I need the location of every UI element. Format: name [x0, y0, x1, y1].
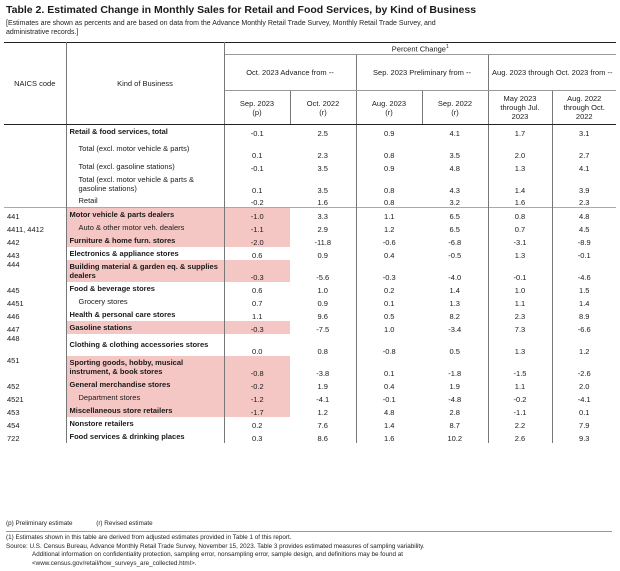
value-cell-col-1: -0.3: [224, 321, 290, 334]
table-footer: [6, 520, 612, 568]
value-cell-col-2: 0.9: [290, 295, 356, 308]
value-cell-col-3: -0.6: [382, 237, 396, 247]
value-cell-col-1: -0.8: [224, 356, 290, 378]
table-row: [4, 404, 616, 417]
value-cell-col-1: -0.2: [224, 378, 290, 391]
value-cell-col-4: -4.0: [422, 260, 488, 282]
table-row: [4, 391, 616, 404]
value-cell-col-3: -0.1: [382, 394, 396, 404]
naics-code-cell: [4, 160, 66, 173]
value-cell-col-4: -0.5: [422, 247, 488, 260]
table-row: [4, 321, 616, 334]
value-cell-col-3: 0.4: [384, 381, 395, 391]
value-cell-col-4: -6.8: [422, 234, 488, 247]
group-header-preliminary: Sep. 2023 Preliminary from --: [356, 55, 488, 91]
naics-code-cell: 454: [4, 417, 66, 430]
value-cell-col-3: 0.5: [384, 311, 395, 321]
value-cell-col-1: 0.1: [252, 150, 263, 160]
value-cell-col-5: 1.0: [488, 282, 552, 295]
value-cell-col-5: -0.2: [488, 391, 552, 404]
value-cell-col-4: 6.5: [422, 208, 488, 221]
table-row: [4, 260, 616, 282]
value-cell-col-2: 7.6: [290, 417, 356, 430]
value-cell-col-6: 3.9: [579, 185, 590, 195]
value-cell-col-2: -4.1: [290, 391, 356, 404]
value-cell-col-1: -1.1: [224, 221, 290, 234]
value-cell-col-3: 0.9: [356, 125, 422, 138]
value-cell-col-6: -6.6: [577, 324, 591, 334]
table-row: [4, 221, 616, 234]
value-cell-col-3: 0.8: [384, 185, 395, 195]
value-cell-col-4: -3.4: [422, 321, 488, 334]
value-cell-col-3: 0.1: [384, 298, 395, 308]
kind-of-business-cell: Nonstore retailers: [66, 417, 224, 430]
value-cell-col-5: 2.3: [488, 308, 552, 321]
naics-code-cell: 445: [4, 282, 66, 295]
col-header-6: [552, 91, 616, 125]
value-cell-col-5: -0.1: [488, 260, 552, 282]
value-cell-col-5: 1.4: [488, 173, 552, 195]
legend-revised: (r) Revised estimate: [96, 520, 153, 527]
naics-code-cell: 443: [4, 247, 66, 260]
table-subtitle: [Estimates are shown as percents and are based on data from the Advance Monthly Retail Trade Survey, Monthly Retail Trade Survey, and administrative records.]: [6, 20, 436, 36]
value-cell-col-2: 1.6: [290, 195, 356, 208]
value-cell-col-4: -4.8: [422, 391, 488, 404]
footer-legend: [6, 520, 612, 528]
group-header-three-month: Aug. 2023 through Oct. 2023 from --: [488, 55, 616, 91]
retail-sales-table: [4, 42, 616, 443]
value-cell-col-5: 7.3: [488, 321, 552, 334]
naics-code-cell: 446: [4, 308, 66, 321]
value-cell-col-4: 0.5: [422, 334, 488, 356]
value-cell-col-2: 3.5: [290, 173, 356, 195]
table-row: [4, 173, 616, 195]
value-cell-col-4: 4.8: [422, 160, 488, 173]
value-cell-col-5: 1.1: [488, 295, 552, 308]
value-cell-col-3: 1.6: [384, 433, 395, 443]
value-cell-col-2: -7.5: [290, 321, 356, 334]
value-cell-col-1: -0.1: [224, 125, 290, 138]
table-row: [4, 234, 616, 247]
naics-code-cell: 4451: [4, 295, 66, 308]
percent-change-label: Percent Change: [391, 44, 446, 54]
naics-code-cell: 447: [4, 321, 66, 334]
kind-of-business-cell: Motor vehicle & parts dealers: [66, 208, 224, 221]
table-row: [4, 138, 616, 160]
naics-code-cell: 448: [4, 334, 66, 356]
value-cell-col-3: 0.9: [384, 163, 395, 173]
value-cell-col-4: 2.8: [422, 404, 488, 417]
value-cell-col-6: 2.0: [579, 381, 590, 391]
value-cell-col-2: 9.6: [290, 308, 356, 321]
value-cell-col-5: 2.6: [488, 430, 552, 443]
value-cell-col-4: -1.8: [422, 356, 488, 378]
naics-code-cell: 4411, 4412: [4, 221, 66, 234]
table-row: [4, 430, 616, 443]
naics-code-cell: 453: [4, 404, 66, 417]
col-header-5-l1: May 2023 through Jul. 2023: [500, 94, 540, 121]
kind-header: Kind of Business: [66, 43, 224, 125]
value-cell-col-1: 0.6: [252, 285, 263, 295]
legend-preliminary: (p) Preliminary estimate: [6, 520, 73, 527]
col-header-4: [422, 91, 488, 125]
value-cell-col-3: 0.8: [384, 150, 395, 160]
value-cell-col-2: 1.9: [290, 378, 356, 391]
naics-header: NAICS code: [4, 43, 66, 125]
table-row: [4, 195, 616, 208]
kind-of-business-cell: Retail & food services, total: [66, 125, 224, 138]
value-cell-col-4: 1.9: [422, 378, 488, 391]
value-cell-col-2: -5.6: [290, 260, 356, 282]
value-cell-col-5: -1.5: [488, 356, 552, 378]
footer-note: (1) Estimates shown in this table are derived from adjusted estimates provided in Table 1 of this report.: [6, 531, 612, 542]
value-cell-col-2: -3.8: [290, 356, 356, 378]
value-cell-col-2: 0.8: [290, 334, 356, 356]
value-cell-col-4: 1.4: [422, 282, 488, 295]
col-header-1-l1: Sep. 2023: [239, 98, 275, 108]
table-row: [4, 356, 616, 378]
kind-of-business-cell: Total (excl. gasoline stations): [66, 160, 224, 173]
kind-of-business-cell: Building material & garden eq. & supplies dealers: [66, 260, 224, 282]
col-header-1: [224, 91, 290, 125]
kind-of-business-cell: Electronics & appliance stores: [66, 247, 224, 260]
col-header-2-l1: Oct. 2022: [306, 98, 340, 108]
value-cell-col-4: 8.7: [422, 417, 488, 430]
value-cell-col-1: -1.0: [224, 208, 290, 221]
value-cell-col-1: 0.1: [252, 185, 263, 195]
value-cell-col-6: 1.4: [579, 298, 590, 308]
kind-of-business-cell: Sporting goods, hobby, musical instrument, & book stores: [66, 356, 224, 378]
value-cell-col-5: -1.1: [488, 404, 552, 417]
value-cell-col-3: -0.3: [382, 272, 396, 282]
table-row: [4, 160, 616, 173]
table-row: [4, 282, 616, 295]
kind-of-business-cell: Food services & drinking places: [66, 430, 224, 443]
table-row: [4, 247, 616, 260]
value-cell-col-4: 3.2: [422, 195, 488, 208]
kind-of-business-cell: Gasoline stations: [66, 321, 224, 334]
value-cell-col-3: 0.8: [384, 198, 395, 207]
naics-code-cell: 451: [4, 356, 66, 378]
value-cell-col-2: 1.0: [290, 282, 356, 295]
value-cell-col-2: 8.6: [290, 430, 356, 443]
value-cell-col-3: 0.1: [384, 368, 395, 378]
value-cell-col-6: -2.6: [577, 368, 591, 378]
value-cell-col-6: 9.3: [579, 433, 590, 443]
col-header-4-l1: Sep. 2022: [437, 98, 473, 108]
footer-source: Source: U.S. Census Bureau, Advance Monthly Retail Trade Survey, November 15, 2023. Table 3 provides estimated measures of sampling variability.: [6, 542, 425, 550]
value-cell-col-6: -8.9: [577, 237, 591, 247]
value-cell-col-1: -0.3: [224, 260, 290, 282]
naics-code-cell: [4, 125, 66, 138]
value-cell-col-1: 0.2: [252, 420, 263, 430]
value-cell-col-2: 2.3: [290, 138, 356, 160]
value-cell-col-6: 0.1: [579, 407, 590, 417]
value-cell-col-6: -0.1: [577, 250, 591, 260]
table-row: [4, 378, 616, 391]
value-cell-col-1: -1.2: [224, 391, 290, 404]
value-cell-col-3: 1.0: [384, 324, 395, 334]
value-cell-col-3: -0.8: [382, 346, 396, 356]
col-header-2: [290, 91, 356, 125]
kind-of-business-cell: Health & personal care stores: [66, 308, 224, 321]
value-cell-col-1: 0.6: [252, 250, 263, 260]
value-cell-col-5: 1.6: [488, 195, 552, 208]
table-row: [4, 417, 616, 430]
value-cell-col-5: 2.2: [488, 417, 552, 430]
value-cell-col-5: 2.0: [488, 138, 552, 160]
value-cell-col-2: -11.8: [290, 234, 356, 247]
value-cell-col-1: 0.0: [252, 346, 263, 356]
value-cell-col-2: 2.5: [290, 125, 356, 138]
naics-code-cell: [4, 173, 66, 195]
col-header-3-l1: Aug. 2023: [371, 98, 407, 108]
value-cell-col-1: -2.0: [224, 234, 290, 247]
value-cell-col-1: -0.1: [250, 163, 264, 173]
value-cell-col-4: 8.2: [422, 308, 488, 321]
percent-change-footnote: 1: [445, 44, 449, 51]
kind-of-business-cell: General merchandise stores: [66, 378, 224, 391]
naics-code-cell: [4, 138, 66, 160]
table-row: [4, 308, 616, 321]
value-cell-col-6: 2.7: [579, 150, 590, 160]
naics-code-cell: 444: [4, 260, 66, 282]
col-header-3: [356, 91, 422, 125]
value-cell-col-6: 3.1: [552, 125, 616, 138]
value-cell-col-4: 4.1: [422, 125, 488, 138]
value-cell-col-5: 1.3: [488, 334, 552, 356]
value-cell-col-3: 4.8: [384, 407, 395, 417]
value-cell-col-6: 4.1: [579, 163, 590, 173]
value-cell-col-1: -0.2: [250, 198, 264, 207]
value-cell-col-4: 4.3: [422, 173, 488, 195]
kind-of-business-cell: Department stores: [66, 391, 224, 404]
footer-source-link[interactable]: <www.census.gov/retail/how_surveys_are_collected.html>.: [32, 559, 197, 567]
value-cell-col-6: 1.5: [579, 285, 590, 295]
kind-of-business-cell: Food & beverage stores: [66, 282, 224, 295]
kind-of-business-cell: Auto & other motor veh. dealers: [66, 221, 224, 234]
col-header-4-l2: (r): [451, 107, 459, 117]
naics-code-cell: 441: [4, 208, 66, 221]
value-cell-col-5: -3.1: [488, 234, 552, 247]
value-cell-col-2: 3.5: [290, 160, 356, 173]
col-header-5: [488, 91, 552, 125]
value-cell-col-6: 8.9: [579, 311, 590, 321]
col-header-1-l2: (p): [252, 107, 262, 117]
table-title: Table 2. Estimated Change in Monthly Sales for Retail and Food Services, by Kind of Business: [6, 4, 477, 16]
table-body: [4, 125, 616, 443]
footer-source-2: Additional information on confidentiality protection, sampling error, nonsampling error, sample design, and definitions may be found at: [32, 551, 404, 559]
value-cell-col-1: 1.1: [252, 311, 263, 321]
value-cell-col-5: 1.3: [488, 160, 552, 173]
naics-code-cell: [4, 195, 66, 208]
value-cell-col-4: 3.5: [422, 138, 488, 160]
value-cell-col-2: 3.3: [290, 208, 356, 221]
percent-change-header: [224, 43, 616, 55]
kind-of-business-cell: Clothing & clothing accessories stores: [66, 334, 224, 356]
value-cell-col-6: 1.2: [579, 346, 590, 356]
naics-code-cell: 442: [4, 234, 66, 247]
col-header-3-l2: (r): [385, 107, 393, 117]
value-cell-col-6: -4.6: [577, 272, 591, 282]
naics-code-cell: 4521: [4, 391, 66, 404]
value-cell-col-4: 6.5: [422, 221, 488, 234]
kind-of-business-cell: Miscellaneous store retailers: [66, 404, 224, 417]
value-cell-col-5: 1.3: [488, 247, 552, 260]
value-cell-col-5: 1.1: [488, 378, 552, 391]
value-cell-col-1: -1.7: [224, 404, 290, 417]
kind-of-business-cell: Total (excl. motor vehicle & parts & gasoline stations): [66, 173, 224, 195]
col-header-6-l1: Aug. 2022 through Oct. 2022: [563, 94, 605, 121]
kind-of-business-cell: Total (excl. motor vehicle & parts): [66, 138, 224, 160]
value-cell-col-3: 0.2: [384, 285, 395, 295]
kind-of-business-cell: Retail: [66, 195, 224, 208]
value-cell-col-3: 0.4: [384, 250, 395, 260]
value-cell-col-1: 0.7: [252, 298, 263, 308]
table-row: [4, 334, 616, 356]
value-cell-col-6: -4.1: [577, 394, 591, 404]
col-header-2-l2: (r): [319, 107, 327, 117]
value-cell-col-6: 4.5: [579, 224, 590, 234]
table-row: [4, 295, 616, 308]
naics-code-cell: 722: [4, 430, 66, 443]
table-row: [4, 208, 616, 221]
value-cell-col-5: 0.8: [488, 208, 552, 221]
table-row: [4, 125, 616, 138]
naics-code-cell: 452: [4, 378, 66, 391]
kind-of-business-cell: Grocery stores: [66, 295, 224, 308]
value-cell-col-5: 1.7: [488, 125, 552, 138]
value-cell-col-4: 10.2: [422, 430, 488, 443]
group-header-advance: Oct. 2023 Advance from --: [224, 55, 356, 91]
kind-of-business-cell: Furniture & home furn. stores: [66, 234, 224, 247]
value-cell-col-6: 2.3: [579, 198, 590, 207]
value-cell-col-5: 0.7: [488, 221, 552, 234]
value-cell-col-6: 4.8: [552, 208, 616, 221]
value-cell-col-2: 1.2: [290, 404, 356, 417]
value-cell-col-2: 0.9: [290, 247, 356, 260]
value-cell-col-4: 1.3: [422, 295, 488, 308]
value-cell-col-2: 2.9: [290, 221, 356, 234]
value-cell-col-1: 0.3: [252, 433, 263, 443]
value-cell-col-3: 1.2: [384, 224, 395, 234]
value-cell-col-6: 7.9: [579, 420, 590, 430]
value-cell-col-3: 1.1: [356, 208, 422, 221]
value-cell-col-3: 1.4: [384, 420, 395, 430]
